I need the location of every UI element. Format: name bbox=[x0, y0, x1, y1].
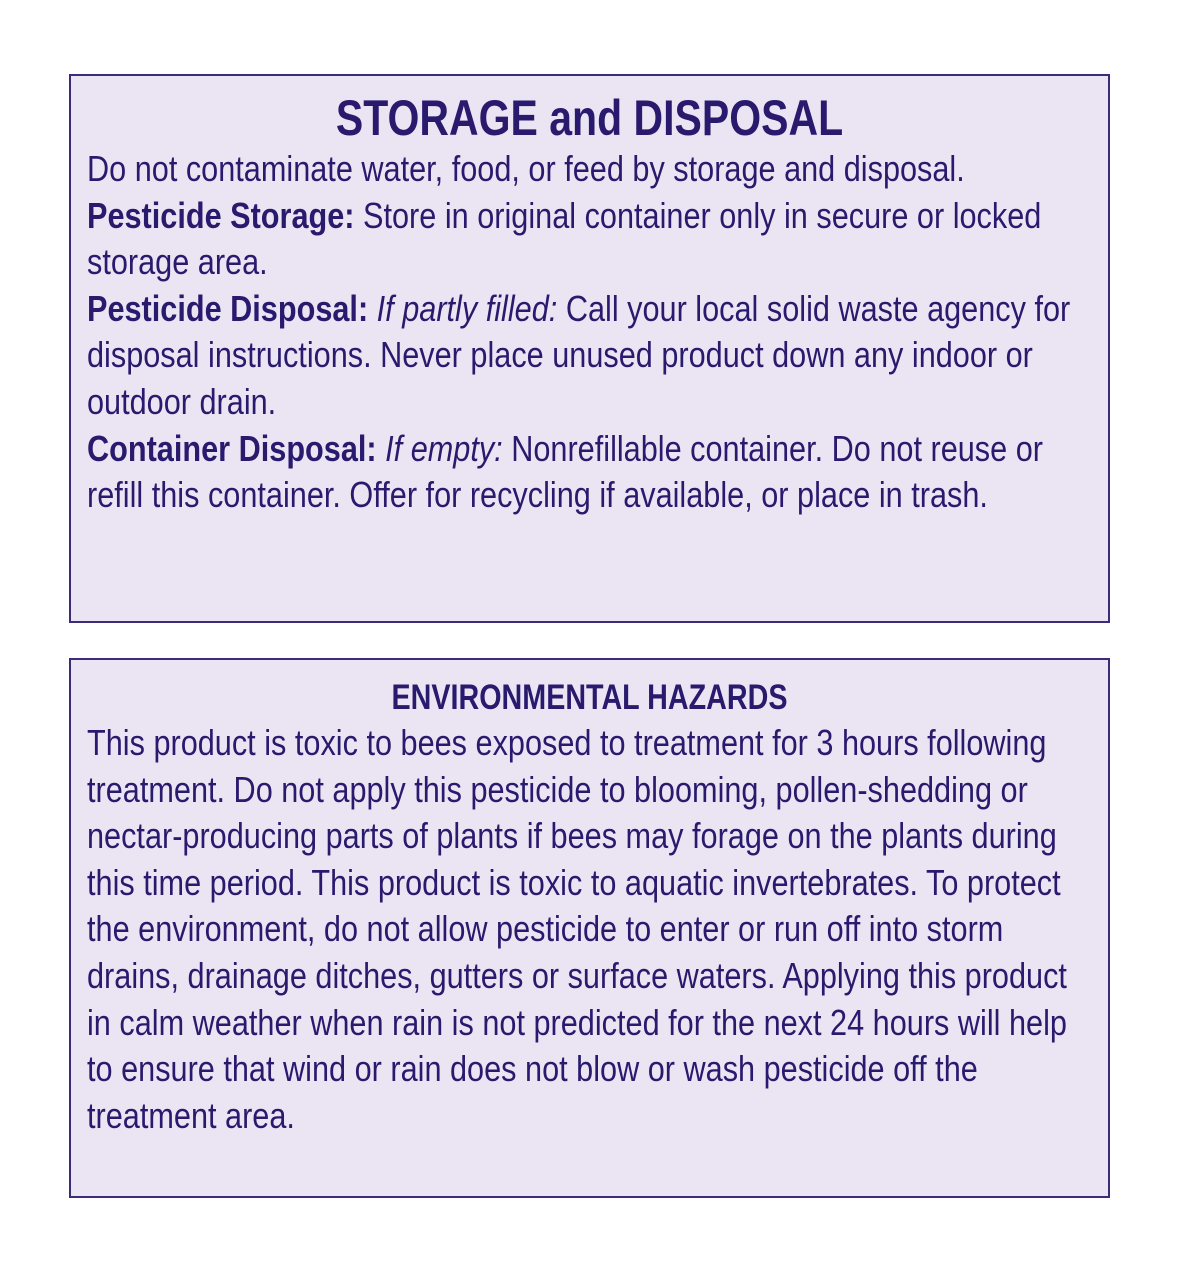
pesticide-storage-paragraph bbox=[87, 193, 1092, 286]
pesticide-disposal-paragraph bbox=[87, 286, 1092, 426]
container-disposal-paragraph bbox=[87, 426, 1092, 519]
pesticide-storage-label: Pesticide Storage: bbox=[87, 194, 355, 236]
environmental-hazards-panel bbox=[69, 658, 1110, 1198]
pesticide-disposal-condition: If partly filled: bbox=[368, 287, 558, 329]
container-disposal-text: Nonrefillable container. Do not reuse or refill this container. Offer for recycling if available, or place in trash. bbox=[87, 427, 1043, 516]
pesticide-disposal-label: Pesticide Disposal: bbox=[87, 287, 369, 329]
container-disposal-condition: If empty: bbox=[376, 427, 503, 469]
storage-disposal-panel bbox=[69, 74, 1110, 623]
environmental-hazards-text: This product is toxic to bees exposed to treatment for 3 hours following treatment. Do not apply this pesticide to blooming, pollen-shedding or nectar-producing parts of plants if bees may forage on the plants during this time period. This product is toxic to aquatic invertebrates. To protect the environment, do not allow pesticide to enter or run off into storm drains, drainage ditches, gutters or surface waters. Applying this product in calm weather when rain is not predicted for the next 24 hours will help to ensure that wind or rain does not blow or wash pesticide off the treatment area. bbox=[87, 722, 1067, 1136]
environmental-hazards-title: ENVIRONMENTAL HAZARDS bbox=[391, 678, 788, 717]
container-disposal-label: Container Disposal: bbox=[87, 427, 377, 469]
pesticide-storage-text: Store in original container only in secure or locked storage area. bbox=[87, 194, 1042, 283]
storage-disposal-body bbox=[87, 146, 1092, 519]
storage-intro: Do not contaminate water, food, or feed by storage and disposal. bbox=[87, 148, 965, 189]
environmental-hazards-body bbox=[87, 720, 1092, 1139]
storage-disposal-title: STORAGE and DISPOSAL bbox=[335, 90, 844, 146]
pesticide-disposal-text: Call your local solid waste agency for disposal instructions. Never place unused product down any indoor or outdoor drain. bbox=[87, 287, 1071, 422]
